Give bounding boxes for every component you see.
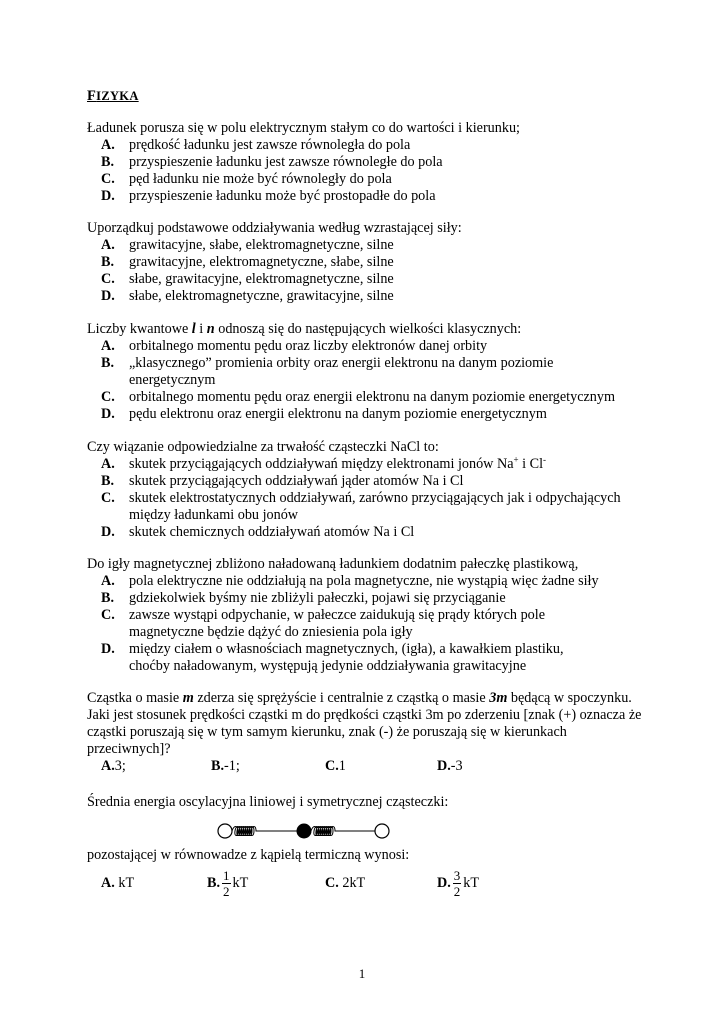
option-letter: B. (207, 875, 221, 891)
question-5 (87, 556, 647, 675)
question-3 (87, 321, 657, 423)
option-a (87, 237, 647, 254)
question-stem: Uporządkuj podstawowe oddziaływania według wzrastającej siły: (87, 220, 462, 236)
option-text: kT (232, 875, 249, 891)
option-text: -3 (450, 758, 463, 774)
option-letter: B. (101, 473, 115, 489)
left-spring-icon (232, 827, 298, 836)
fraction-numerator: 1 (223, 868, 230, 883)
option-text-part: skutek przyciągających oddziaływań między elektronami jonów Na (129, 456, 514, 472)
option-text: 1 (338, 758, 346, 774)
question-stem: Ładunek porusza się w polu elektrycznym stałym co do wartości i kierunku; (87, 120, 520, 136)
option-c (87, 271, 647, 288)
option-b (87, 154, 647, 171)
option-letter: B. (101, 590, 115, 606)
option-c (87, 490, 657, 524)
option-text: 3; (114, 758, 126, 774)
option-a (87, 456, 657, 473)
option-text: między ciałem o własnościach magnetycznych, (igła), a kawałkiem plastiku, choćby naładowanym, występują jedynie oddziaływania grawitacyjne (129, 641, 564, 674)
stem-text: Liczby kwantowe (87, 321, 192, 337)
question-2 (87, 220, 647, 305)
option-text: pola elektryczne nie oddziałują na pola magnetyczne, nie wystąpią więc żadne siły (129, 573, 599, 589)
option-letter: C. (101, 490, 115, 506)
option-text: kT (118, 875, 135, 891)
option-b (207, 868, 325, 899)
option-a (87, 338, 657, 355)
option-b (87, 355, 657, 389)
option-b (87, 473, 657, 490)
option-letter: B. (101, 355, 115, 371)
inline-options (101, 758, 647, 775)
question-stem: Czy wiązanie odpowiedzialne za trwałość cząsteczki NaCl to: (87, 439, 439, 455)
option-text: przyspieszenie ładunku jest zawsze równoległe do pola (129, 154, 443, 170)
option-letter: D. (101, 524, 115, 540)
stem-text: zderza się sprężyście i centralnie z cząstką o masie (193, 690, 490, 706)
option-text: orbitalnego momentu pędu oraz liczby elektronów danej orbity (129, 338, 488, 354)
left-atom-icon (218, 824, 232, 838)
question-stem-continued: pozostającej w równowadze z kąpielą termiczną wynosi: (87, 847, 410, 863)
option-text: orbitalnego momentu pędu oraz energii elektronu na danym poziomie energetycznym (129, 389, 616, 405)
symbol-n: n (206, 321, 215, 337)
question-stem: Średnia energia oscylacyjna liniowej i symetrycznej cząsteczki: (87, 794, 449, 810)
option-letter: C. (325, 875, 339, 891)
option-d (437, 868, 479, 899)
option-c (325, 758, 437, 775)
option-letter: A. (101, 137, 115, 153)
option-a (87, 573, 647, 590)
stem-text: odnoszą się do następujących wielkości klasycznych: (214, 321, 522, 337)
option-text: słabe, elektromagnetyczne, grawitacyjne, silne (129, 288, 394, 304)
stem-text: będącą w spoczynku. Jaki jest stosunek prędkości cząstki m do prędkości cząstki 3m po zderzeniu [znak (+) oznacza że cząstki poruszają się w tym samym kierunku, znak (-) że poruszają się w kierunkach przeciwnych]? (87, 690, 642, 757)
heading-rest: IZYKA (96, 89, 139, 103)
option-b (87, 254, 647, 271)
option-letter: A. (101, 573, 115, 589)
fraction-three-halves (453, 868, 462, 899)
option-letter: D. (101, 406, 115, 422)
option-letter: D. (101, 641, 115, 657)
option-d (87, 524, 657, 541)
option-text: -1; (224, 758, 240, 774)
fraction-numerator: 3 (453, 868, 461, 883)
option-letter: A. (101, 875, 115, 891)
option-c (87, 171, 647, 188)
option-text: skutek chemicznych oddziaływań atomów Na i Cl (129, 524, 415, 540)
option-a (101, 758, 211, 775)
option-text (129, 456, 657, 473)
question-1 (87, 120, 647, 205)
option-letter: A. (101, 758, 115, 774)
option-d (87, 288, 647, 305)
option-text: grawitacyjne, słabe, elektromagnetyczne, silne (129, 237, 394, 253)
inline-options (101, 868, 647, 899)
option-letter: B. (101, 254, 115, 270)
question-stem (87, 321, 657, 338)
center-atom-icon (297, 824, 311, 838)
option-letter: C. (101, 271, 115, 287)
option-letter: A. (101, 338, 115, 354)
stem-text: Cząstka o masie (87, 690, 183, 706)
question-7 (87, 794, 647, 811)
option-text: skutek elektrostatycznych oddziaływań, zarówno przyciągających jak i odpychających między ładunkami obu jonów (129, 490, 621, 523)
option-text: skutek przyciągających oddziaływań jąder atomów Na i Cl (129, 473, 464, 489)
stem-text: i (195, 321, 207, 337)
option-letter: C. (101, 171, 115, 187)
right-atom-icon (375, 824, 389, 838)
option-letter: C. (325, 758, 339, 774)
option-text: słabe, grawitacyjne, elektromagnetyczne, silne (129, 271, 394, 287)
option-letter: D. (437, 758, 451, 774)
option-text: prędkość ładunku jest zawsze równoległa do pola (129, 137, 411, 153)
option-d (87, 406, 657, 423)
option-a (101, 875, 207, 892)
option-d (87, 188, 647, 205)
option-letter: C. (101, 389, 115, 405)
option-text: pęd ładunku nie może być równoległy do pola (129, 171, 392, 187)
fraction-denominator: 2 (223, 884, 230, 899)
option-letter: C. (101, 607, 115, 623)
fraction-one-half (222, 868, 231, 899)
option-text: przyspieszenie ładunku może być prostopadłe do pola (129, 188, 436, 204)
option-letter: A. (101, 456, 115, 472)
option-text: grawitacyjne, elektromagnetyczne, słabe, silne (129, 254, 394, 270)
symbol-m: m (182, 690, 194, 706)
option-letter: A. (101, 237, 115, 253)
option-text: 2kT (342, 875, 366, 891)
option-letter: D. (101, 288, 115, 304)
question-stem (87, 690, 647, 758)
option-d (87, 641, 647, 675)
option-text: gdziekolwiek byśmy nie zbliżyli pałeczki, pojawi się przyciąganie (129, 590, 506, 606)
superscript-minus: - (543, 454, 547, 465)
option-c (325, 875, 437, 892)
option-d (437, 758, 463, 775)
right-spring-icon (311, 827, 376, 836)
section-heading (87, 88, 139, 105)
question-7-continued (87, 847, 647, 899)
question-6 (87, 690, 647, 775)
option-text: „klasycznego” promienia orbity oraz energii elektronu na danym poziomie energetycznym (129, 355, 554, 388)
question-stem: Do igły magnetycznej zbliżono naładowaną ładunkiem dodatnim pałeczkę plastikową, (87, 556, 579, 572)
page-number: 1 (358, 966, 366, 981)
option-c (87, 389, 657, 406)
option-letter: B. (101, 154, 115, 170)
option-text: pędu elektronu oraz energii elektronu na danym poziomie energetycznym (129, 406, 547, 422)
option-a (87, 137, 647, 154)
molecule-diagram (216, 821, 392, 841)
option-text: zawsze wystąpi odpychanie, w pałeczce zaidukują się prądy których pole magnetyczne będzie dążyć do zniesienia pola igły (129, 607, 545, 640)
option-letter: D. (101, 188, 115, 204)
fraction-denominator: 2 (453, 884, 461, 899)
option-b (211, 758, 325, 775)
question-4 (87, 439, 657, 541)
option-letter: B. (211, 758, 225, 774)
symbol-3m: 3m (489, 690, 508, 706)
option-b (87, 590, 647, 607)
option-c (87, 607, 647, 641)
option-text: kT (463, 875, 480, 891)
superscript-plus: + (513, 454, 519, 465)
heading-initial: F (87, 88, 97, 104)
symbol-l: l (191, 321, 196, 337)
option-letter: D. (437, 875, 451, 891)
option-text-part: i Cl (518, 456, 544, 472)
